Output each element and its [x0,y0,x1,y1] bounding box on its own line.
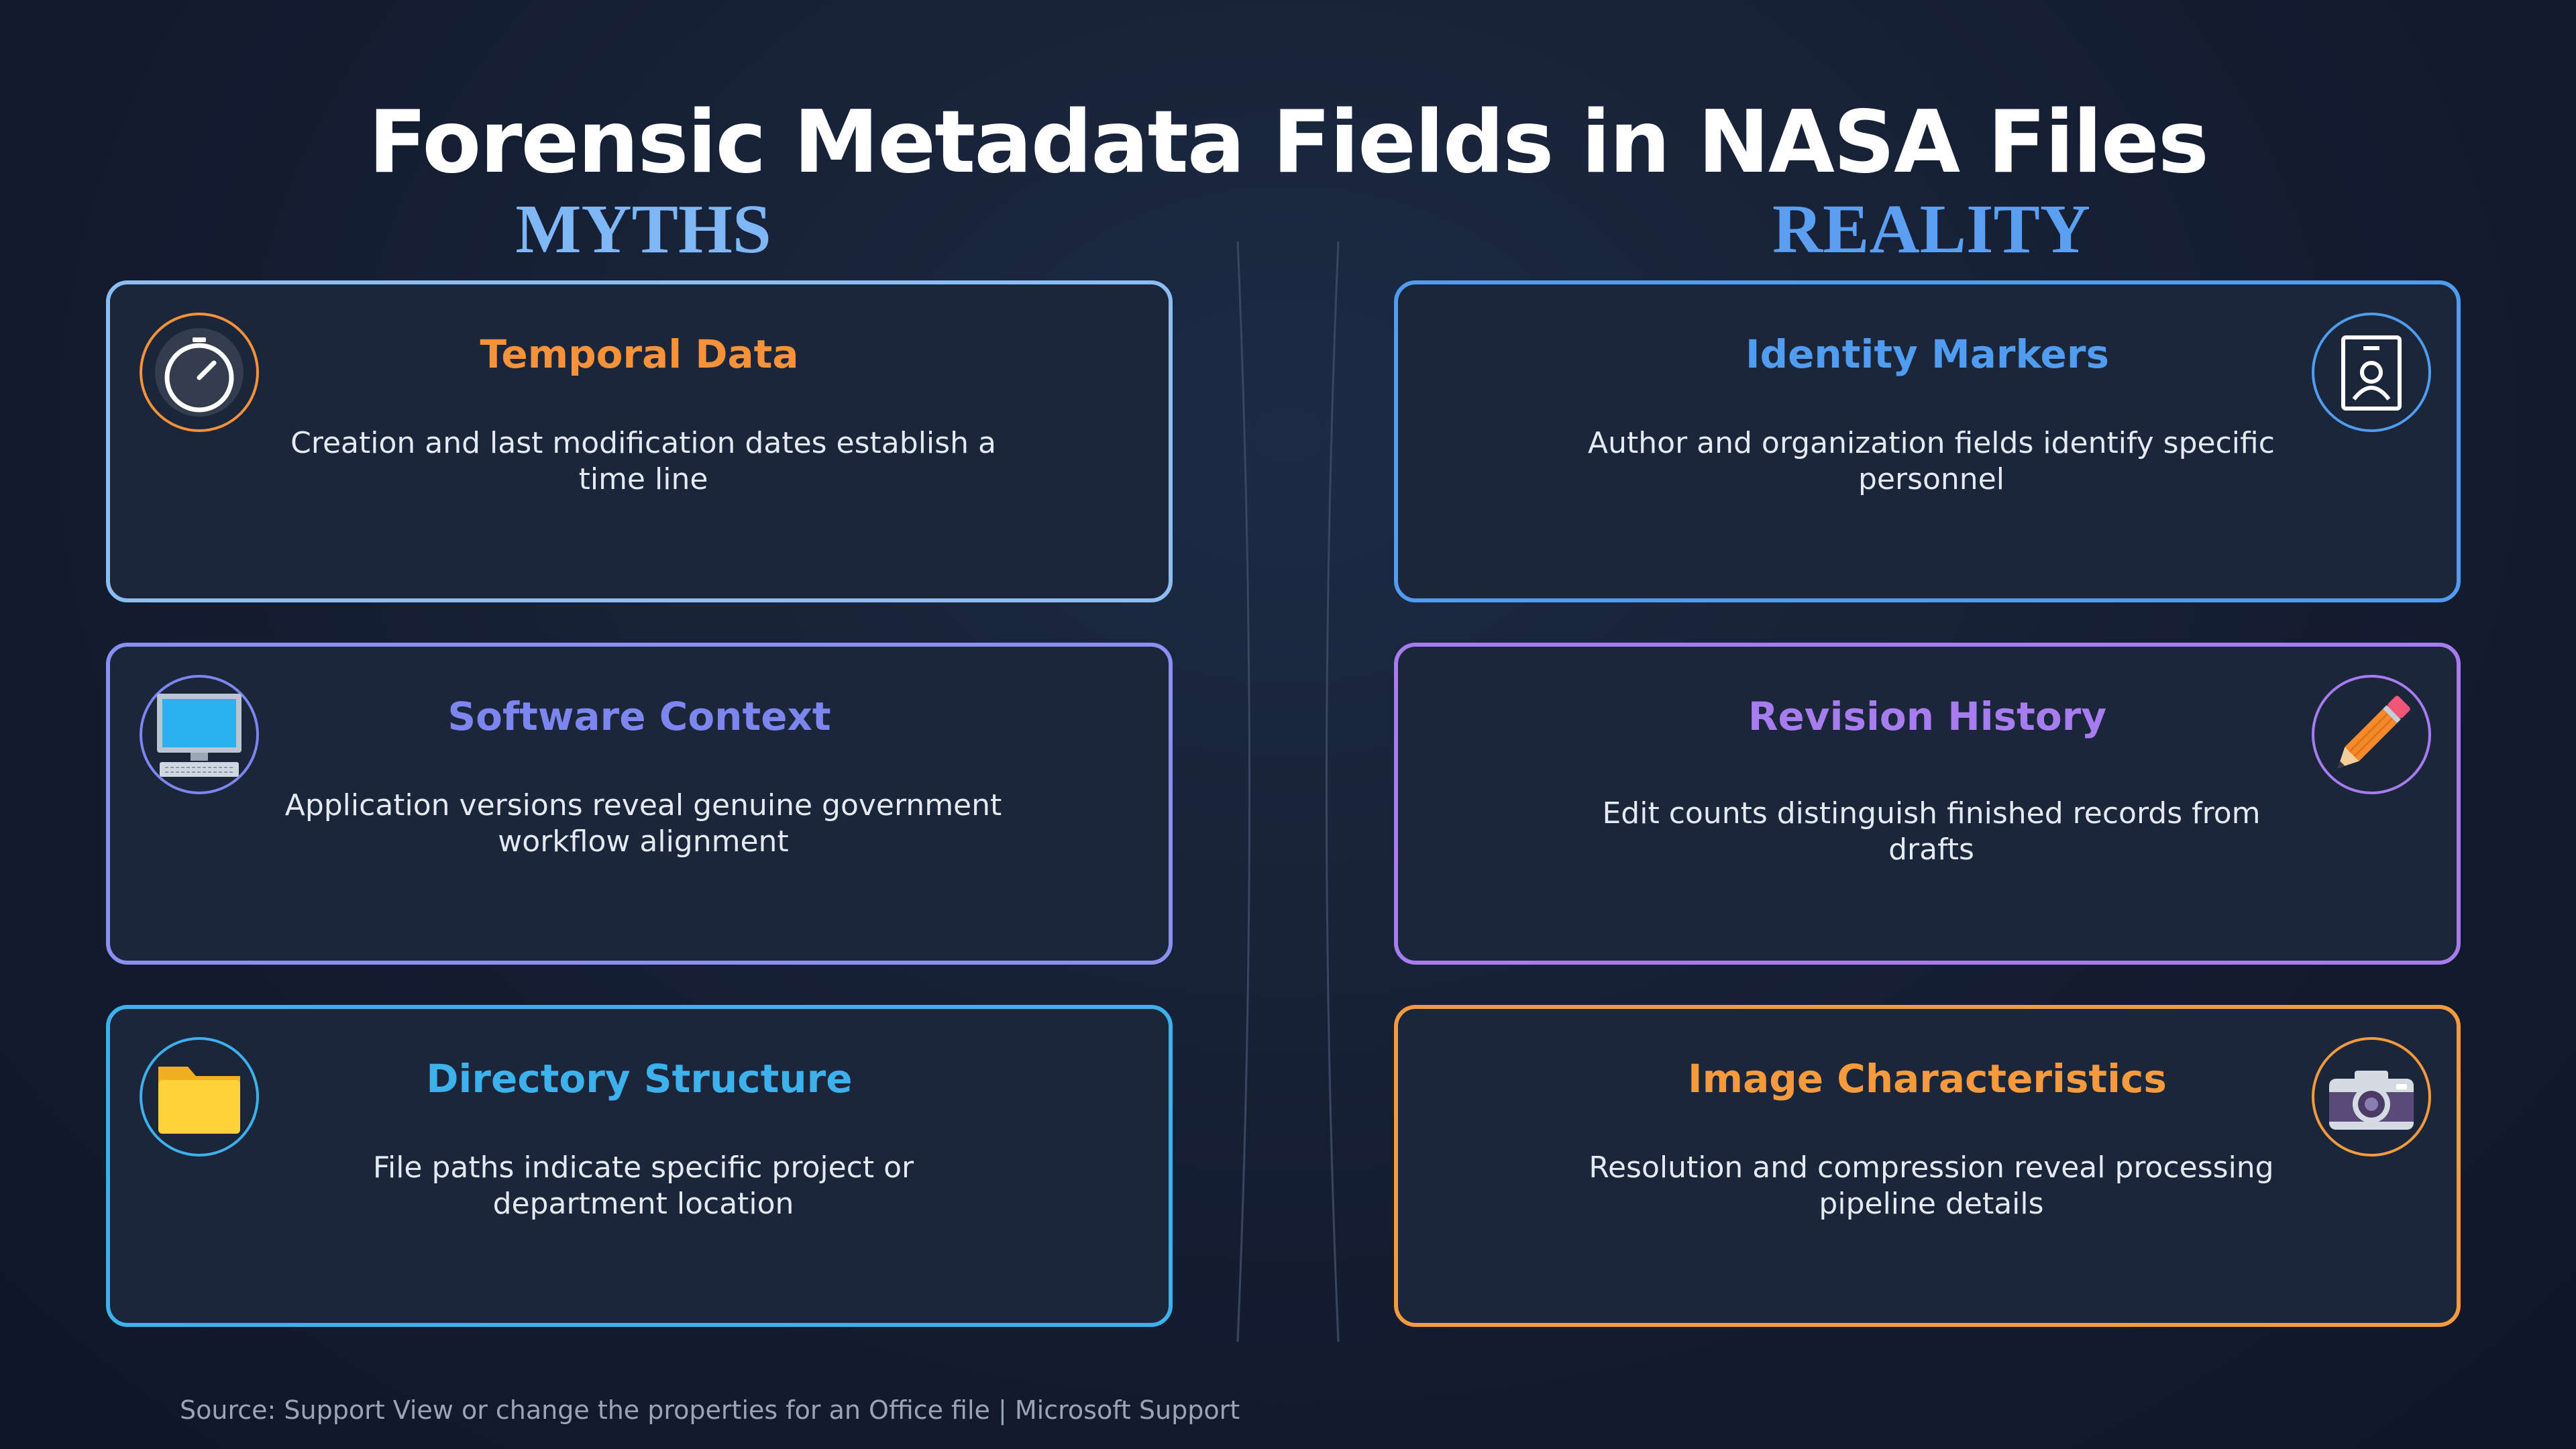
card-identity-markers [1394,280,2461,602]
center-divider [1231,241,1345,1342]
card-description: Application versions reveal genuine government workflow alignment [284,788,1002,859]
card-description: Edit counts distinguish finished records from drafts [1602,796,2261,867]
myths-heading: MYTHS [515,191,771,268]
card-software-context [106,643,1173,965]
card-description: Creation and last modification dates establish a time line [290,426,996,496]
card-description: Resolution and compression reveal processing pipeline details [1589,1150,2274,1221]
card-description: File paths indicate specific project or department location [372,1150,914,1221]
card-title: Identity Markers [1746,331,2109,377]
card-title: Image Characteristics [1688,1056,2167,1102]
reality-heading: REALITY [1772,191,2090,268]
source-footnote: Source: Support View or change the properties for an Office file | Microsoft Support [180,1395,1240,1425]
card-title: Temporal Data [480,331,799,377]
card-revision-history [1394,643,2461,965]
card-description: Author and organization fields identify specific personnel [1588,426,2275,496]
card-directory-structure [106,1005,1173,1327]
card-title: Revision History [1748,694,2107,739]
page-title: Forensic Metadata Fields in NASA Files [368,93,2208,193]
card-title: Directory Structure [426,1056,853,1102]
card-title: Software Context [447,694,831,739]
card-temporal-data [106,280,1173,602]
card-image-characteristics [1394,1005,2461,1327]
